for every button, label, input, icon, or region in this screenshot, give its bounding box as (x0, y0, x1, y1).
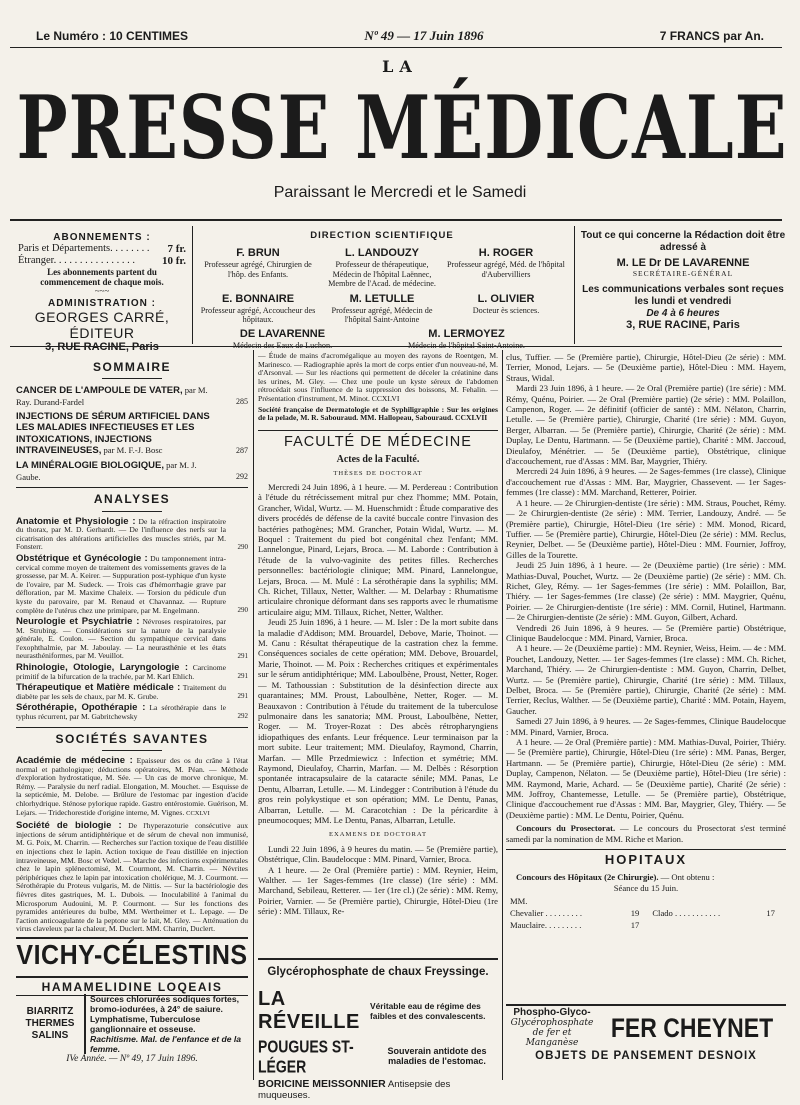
pougues-ad (258, 1036, 498, 1076)
sommaire-item-page: 285 (236, 397, 248, 406)
societe-dermatologie: Société française de Dermatologie et de Syphiligraphie : Sur les origines de la pelade, M. R. Sabouraud. MM. Hallopeau, Sabouraud. CCXLVII (258, 404, 498, 423)
redaction-hours: De 4 à 6 heures (646, 308, 720, 319)
examens-paragraph: clus, Tuffier. — 5e (Première partie), Chirurgie, Hôtel-Dieu (2e série) : MM. Terrier, Monod, Lejars. — 5e (Deuxième partie), Hôtel-Dieu : MM. Hayem, Straus, Widal. (506, 352, 786, 383)
examens-paragraph: Mardi 23 Juin 1896, à 1 heure. — 2e Oral (Première partie) (1re série) : MM. Rémy, Quénu, Poirier. — 2e Oral (Première partie) (2e série) : MM. Polaillon, Campenon, Roger. — 2e définitif (officier de santé) : MM. Nélaton, Charrin, Letulle. — 5e (Première partie), Chirurgie, Charité (1re série) : MM. Guyon, Berger, Albarran. — 5e (Première partie), Chirurgie, Charité (2e série) : MM. Duplay, Le Dentu, Hartmann. — 5e (Deuxième partie), Charité : MM. Jaccoud, Dieulafoy, Ménétrier. — 5e (Deuxième partie), Obstétrique, clinique d'accouchement, rue d'Assas : MM. Bar, Maygrier, Thiéry. (506, 383, 786, 467)
director-name: M. LERMOYEZ (428, 327, 505, 340)
director-entry (322, 247, 442, 289)
issue-label: Nº 49 — 17 Juin 1896 (364, 28, 484, 43)
table-cell (650, 896, 762, 906)
column-middle (258, 352, 498, 917)
analyses-item (16, 704, 248, 721)
sommaire-item-author: par M. J. Gaube. (16, 459, 197, 482)
table-cell: 17 (630, 920, 640, 931)
direction-head: DIRECTION SCIENTIFIQUE (310, 230, 454, 241)
vichy-ad: VICHY-CÉLESTINS (16, 939, 248, 971)
analyses-item-title: Sérothérapie, Opothérapie : (16, 702, 146, 714)
hamamelidine-ad: HAMAMELIDINE LOQEAIS (16, 976, 248, 996)
hopitaux-concours-title: Concours des Hôpitaux (2e Chirurgie). (516, 871, 659, 882)
examens-title: EXAMENS DE DOCTORAT (328, 831, 427, 839)
pougues-name: POUGUES ST-LÉGER (258, 1036, 354, 1076)
section-rule (258, 430, 498, 431)
separator-ornament: ~~~ (94, 286, 110, 296)
section-rule (16, 727, 248, 728)
biarritz-desc-line: Rachitisme. Mal. de l'enfance et de la femme. (90, 1034, 242, 1054)
analyses-item (16, 664, 248, 681)
cheynet-desc (506, 1008, 598, 1048)
table-cell: MM. (510, 896, 528, 907)
section-rule (16, 487, 248, 488)
sommaire-item-title: INJECTIONS DE SÉRUM ARTIFICIEL DANS LES MALADIES INFECTIEUSES ET LES INTOXICATIONS, INJECTIONS INTRAVEINEUSES, (16, 410, 210, 457)
analyses-item-title: Obstétrique et Gynécologie : (16, 552, 148, 564)
table-row (508, 920, 784, 930)
reveille-desc: Véritable eau de régime des faibles et des convalescents. (370, 1001, 486, 1021)
table-cell (764, 920, 784, 930)
sommaire-item (16, 411, 248, 457)
director-title: Médecin des Eaux de Luchon. (232, 340, 333, 350)
societe-item-text: De l'hyperazoturie consécutive aux injections de sérum antidiphtérique et de sérum de cheval non immunisé, M. G. Poix, M. Charrin. — Recherches sur l'action toxique de l'eau distillée en injections chez le lapin. Action toxique de l'eau distillée en injection intraveineuse, MM. Bosc et Vedel. — Marche des infections expérimentales chez le lapin splénectomisé, M. Courmont, M. Charrin. — Névrites périphériques chez le lapin par intoxication cholérique, M. J. Courmont. — Sérothérapie du Proteus vulgaris, M. de Nittis. — Sur la bactériologie des fièvres dites gastriques, M. L. Dubois. — Inoculabilité à l'animal du Microsporum Audouini, M. P. Courmont. — Sur les fonctions des pyramides antérieures du bulbe, MM. Wertheimer et L. Lepage. — De l'action anticoagulante de la peptone sur le lait, M. Gley. — Atténuation du virus claveleux par la chaleur, M. Duclert. MM. Charrin, Duclert. (16, 821, 249, 934)
director-entry (198, 247, 318, 289)
cheynet-desc-line: Phospho-Glyco- (513, 1007, 591, 1018)
analyses-item-text: Carcinome primitif de la bifurcation de la trachée, par M. Karl Ehlich. (16, 663, 227, 681)
director-title: Professeur agrégé, Accoucheur des hôpitaux. (200, 305, 316, 324)
societe-item (16, 757, 248, 818)
prosectorat-title: Concours du Prosectorat. (516, 823, 616, 834)
societe-item (16, 822, 248, 934)
hopitaux-table (506, 894, 786, 932)
table-cell: Chevalier . . . . . . . . . (510, 908, 583, 919)
subscription-row (18, 255, 186, 267)
ad-rule (506, 1004, 786, 1006)
header-rule (10, 219, 782, 221)
sommaire-item-author: par M. F.-J. Bosc (101, 445, 163, 456)
director-title: Professeur agrégé, Méd. de l'hôpital d'Aubervilliers (447, 260, 565, 279)
direction-grid (198, 247, 566, 289)
desnoix-ad: OBJETS DE PANSEMENT DESNOIX (535, 1050, 757, 1062)
theses-title: THÈSES DE DOCTORAT (333, 469, 423, 477)
examens-paragraph: Samedi 27 Juin 1896, à 9 heures. — 2e Sages-femmes, Clinique Baudelocque : MM. Pinard, Varnier, Broca. (506, 716, 786, 737)
director-name: E. BONNAIRE (221, 292, 295, 305)
header-bottom-rule (10, 346, 782, 347)
redaction-hours-note: Les communications verbales sont reçues les lundi et vendredi (582, 284, 784, 307)
societe-item-title: Académie de médecine : (16, 755, 133, 767)
director-entry (446, 247, 566, 289)
analyses-title: ANALYSES (93, 492, 171, 507)
sommaire-item-title: LA MINÉRALOGIE BIOLOGIQUE, (16, 459, 164, 471)
analyses-item-title: Anatomie et Physiologie : (16, 515, 136, 527)
table-row (508, 908, 784, 918)
subscription-row-label: Paris et Départements. . . . . . . . (18, 243, 150, 254)
societe-item-text: Epaisseur des os du crâne à l'état normal et pathologique; déductions opératoires, M. Péan. — Méthode d'exploration hydrostatique, M. Sée. — Un cas de morve chronique, M. Rémy. — Paralysie du nerf radial. Elongation, M. Mouchet. — Esquisse de la septicémie, M. Delobe. — Brûlure de l'estomac par ingestion d'acide chlorhydrique. Sténose pylorique rapide. Gastro entérostomie. Guérison, M. Lejars. — Tridechorestide d'origine interne, M. Vignes. (16, 756, 248, 817)
examens-paragraph: Vendredi 26 Juin 1896, à 9 heures. — 5e (Première partie) Obstétrique, Clinique Baudelocque : MM. Pinard, Varnier, Broca. (506, 622, 786, 643)
faculte-paragraph: Mercredi 24 Juin 1896, à 1 heure. — M. Perdereau : Contribution à l'étude du rétrécissement mitral pur chez l'homme; MM. Potain, Grancher, Widal, Wurtz. — M. Huenschmidt : Étude comparative des divers procédés de défense de la cavité buccale contre l'invasion des bactéries pathogènes; MM. Grancher, Potain Widal, Wurtz. — M. Boquel : Traitement du pied bot congénital chez l'enfant; MM. Lannelongue, Pinard, Lejars, Broca. — M. Laborde : Contribution à l'étude de la vulvo-vaginite des petites filles. Recherches personnelles: bactériologie clinique; MM. Pinard, Lannelongue, Lejars, Broca. — M. Mulé : La sérothérapie dans la syphilis; MM. Ch. Richet, Tillaux, Netter, Walther. — M. Delarbay : Rhumatisme articulaire chronique déformant dans ses rapports avec le rhumatisme articulaire aigu; MM. Tillaux, Richet, Netter, Walther. (258, 481, 498, 617)
examens-paragraph: Mercredi 24 Juin 1896, à 9 heures. — 2e Sages-femmes (1re classe), Clinique d'accouchement rue d'Assas : MM. Bar, Maygrier, Chassevent. — 1er Sages-femmes (1re classe) : MM. Marchand, Retterer, Poirier. (506, 466, 786, 498)
analyses-item-text: Du tamponnement intra-cervical comme moyen de traitement des vomissements graves de la grossesse, par M. A. Keirer. — Suppuration post-typhique d'un kyste de l'ovaire, par M. Sudeck. — Trois cas d'hémorrhagie grave par défloration, par M. Maxime Chaleix. — Torsion du pédicule d'un kyste du parovaire, par M. Renaud et Chavannaz. — Rupture complète de l'utérus chez une primipare, par M. Engelmann. (16, 553, 226, 615)
sommaire-item-page: 287 (236, 446, 248, 456)
director-entry (322, 293, 442, 325)
reveille-ad (258, 988, 498, 1034)
analyses-item-page: 290 (237, 605, 248, 614)
director-title: Professeur agrégé, Chirurgien de l'hôp. des Enfants. (204, 260, 312, 279)
column-divider (502, 350, 503, 1080)
pougues-desc: Souverain antidote des maladies de l'estomac. (387, 1045, 487, 1066)
analyses-item (16, 515, 248, 552)
director-entry (446, 293, 566, 325)
examens-paragraph: A 1 heure. — 2e (Deuxième partie) : MM. Reynier, Weiss, Heim. — 4e : MM. Pouchet, Landouzy, Netter. — 1er Sages-femmes (1re classe) : MM. Ch. Richet, Marchand, Thiéry. — 2e Chirurgien-dentiste : MM. Guyon, Charrin, Delbet, Wurtz. — 5e (Première partie), Chirurgie, Charité (1re série) : MM. Tillaux, Delbet, Broca. — 5e (Première partie), Chirurgie, Charité (2e série) : MM. Terrier, Reclus, Walther. — 5e (Deuxième partie), Charité : MM. Potain, Hayem, Gaucher. (506, 643, 786, 716)
sommaire-item-title: CANCER DE L'AMPOULE DE VATER, (16, 385, 183, 397)
masthead-la: LA (382, 57, 418, 76)
director-title: Professeur de thérapeutique, Médecin de l'hôpital Laënnec, Membre de l'Acad. de médecine. (328, 260, 436, 288)
table-cell (650, 920, 762, 930)
subscription-row-price: 10 fr. (161, 255, 186, 267)
tagline: Paraissant le Mercredi et le Samedi (273, 184, 527, 201)
hopitaux-title: HOPITAUX (604, 852, 688, 868)
biarritz-desc-line: Sources chlorurées sodiques fortes, bromo-iodurées, à 24° de saiure. (90, 994, 240, 1014)
column-left (16, 358, 248, 938)
director-title: Professeur agrégé, Médecin de l'hôpital Saint-Antoine (331, 305, 433, 324)
prosectorat-text: — Le concours du Prosectorat s'est terminé samedi par la nomination de MM. Riche et Marion. (506, 823, 786, 844)
glycerophosphate-ad: Glycérophosphate de chaux Freyssinge. (267, 966, 489, 978)
subscription-label: 7 FRANCS par An. (659, 29, 764, 43)
subscription-note: Les abonnements partent du commencement de chaque mois. (40, 267, 164, 287)
biarritz-desc-line: Lymphatisme, Tuberculose ganglionnaire et osseuse. (90, 1014, 201, 1034)
middle-ads (258, 966, 498, 1101)
analyses-item-title: Neurologie et Psychiatrie : (16, 616, 140, 628)
redaction-role: SECRÉTAIRE-GÉNÉRAL (632, 269, 734, 278)
divider (574, 226, 575, 344)
admin-address: 3, RUE RACINE, Paris (45, 341, 159, 353)
issue-footer: IVe Année. — Nº 49, 17 Juin 1896. (66, 1054, 198, 1064)
biarritz-name: BIARRITZ THERMES SALINS (25, 1006, 75, 1041)
redaction-block (580, 230, 786, 331)
section-rule (102, 511, 162, 512)
hopitaux-seance: Séance du 15 Juin. (613, 882, 679, 893)
table-cell (764, 896, 784, 906)
societe-continued: — Étude de mains d'acromégalique au moyen des rayons de Roentgen, M. Marinesco. — Radiographie après la mort de corps entier d'un nouveau-né, M. d'Arsonval. — Sur les réactions qui permettent de déceler la créatinine dans les urines, M. Gley. — Chez une poule un kyste séreux de l'abdomen rétrocédait sous l'influence de la suppression des boissons, M. Fehalin. — Présentation d'instrument, M. Minot. CCXLVI (258, 351, 498, 403)
director-title: Docteur ès sciences. (472, 305, 540, 315)
boricine-ad (258, 1078, 498, 1101)
divider (192, 226, 193, 344)
section-rule (102, 378, 162, 379)
direction-block (198, 230, 566, 350)
societe-item-title: Société de biologie : (16, 820, 122, 832)
column-right (506, 352, 786, 932)
analyses-item-title: Rhinologie, Otologie, Laryngologie : (16, 662, 188, 674)
director-entry (198, 293, 318, 325)
ad-rule (258, 958, 498, 960)
subscriptions-head: ABONNEMENTS : (53, 232, 151, 243)
director-name: M. LETULLE (349, 292, 415, 305)
subscription-row (18, 243, 186, 255)
table-cell: Clado . . . . . . . . . . . (652, 908, 721, 919)
societes-title: SOCIÉTÉS SAVANTES (55, 731, 209, 746)
table-cell: 19 (630, 908, 640, 919)
director-name: DE LAVARENNE (239, 327, 326, 340)
analyses-item-page: 292 (237, 712, 248, 721)
biarritz-ad (16, 994, 248, 1054)
reveille-name: LA RÉVEILLE (258, 988, 360, 1033)
analyses-item-page: 290 (237, 542, 248, 551)
subscription-row-price: 7 fr. (167, 243, 186, 255)
direction-grid (198, 293, 566, 325)
top-rule (10, 47, 782, 48)
section-rule (506, 849, 786, 850)
sommaire-item-author: par M. Ray. Durand-Fardel (16, 385, 208, 407)
analyses-item (16, 684, 248, 701)
examens-paragraph: A 1 heure. — 2e Oral (Première partie) : MM. Mathias-Duval, Poirier, Thiéry. — 5e (Première partie), Chirurgie, Hôtel-Dieu (1re série) : MM. Panas, Berger, Hartmann. — 5e (Première partie), Chirurgie, Hôtel-Dieu (2e série) : MM. Duplay, Campenon, Nélaton. — 5e (Deuxième partie), Hôtel-Dieu (1re série) : MM. Raymond, Marie, Achard. — 5e (Deuxième partie), Charité (2e série) : MM. Joffroy, Chantemesse, Letulle. — 5e (Première partie), Obstétrique, Clinique d'accouchement rue d'Assas : MM. Bar, Maygrier, Gley, Thiéry. — 5e (Deuxième partie) : MM. Le Dentu, Poirier, Quénu. (506, 737, 786, 820)
analyses-item-text: La sérothérapie dans le typhus récurrent, par M. Gabritchewsky (16, 703, 226, 722)
redaction-line: Tout ce qui concerne la Rédaction doit être adressé à (580, 230, 786, 253)
examens-paragraph: A 1 heure. — 2e Chirurgien-dentiste (1re série) : MM. Straus, Pouchet, Rémy. — 2e Chirurgien-dentiste (2e série) : MM. Terrier, Landouzy, André. — 5e (Première partie), Chirurgie, Hôtel-Dieu (1re série) : MM. Monod, Ricard, Tuffier. — 5e (Première partie), Chirurgie, Hôtel-Dieu (2e série) : MM. Reclus, Reynier, Delbet. — 5e (Deuxième partie), Hôtel-Dieu : MM. Fournier, Joffroy, Gilles de la Tourette. (506, 497, 786, 560)
redaction-name: M. LE Dr DE LAVARENNE (616, 257, 750, 269)
sommaire-item-page: 292 (236, 471, 248, 481)
sommaire-title: SOMMAIRE (93, 360, 171, 374)
director-name: H. ROGER (478, 247, 534, 259)
table-cell: Mauclaire. . . . . . . . . (510, 920, 582, 931)
analyses-item-page: 291 (237, 651, 248, 660)
hopitaux-concours-text: — Ont obtenu : (658, 871, 715, 882)
price-label: Le Numéro : 10 CENTIMES (36, 29, 189, 43)
hopitaux-paragraph (506, 872, 786, 882)
table-cell (629, 896, 649, 906)
faculte-subtitle: Actes de la Faculté. (336, 454, 420, 466)
cheynet-name: FER CHEYNET (610, 1012, 774, 1043)
analyses-item-text: De la réfraction inspiratoire du thorax, par M. D. Gerhardt. — De l'influence des nerfs sur la cicatrisation des altérations artificielles des muscles striés, par M. Fonsterr. (16, 516, 226, 552)
cheynet-ad (506, 1007, 786, 1048)
table-cell: 17 (766, 908, 775, 919)
examens-paragraph: Jeudi 25 Juin 1896, à 1 heure. — 2e (Deuxième partie) (1re série) : MM. Mathias-Duval, Pouchet, Wurtz. — 2e (Deuxième partie) (2e série) : MM. Ch. Richet, Gley, Rémy. — 1er Sages-femmes (1re série) : MM. Polaillon, Bar, Thiéry. — 1er Sages-femmes (1re classe) (2e série) : MM. Maygrier, Quénu, Poirier. — 2e Chirurgien-dentiste (1re série) : MM. Cornil, Hutinel, Hartmann. — 2e Chirurgien-dentiste (2e série) : MM. Guyon, Gilbert, Achard. (506, 560, 786, 623)
director-title: Médecin de l'hôpital Saint-Antoine. (408, 340, 525, 350)
director-name: L. OLIVIER (477, 292, 535, 305)
sommaire-item (16, 460, 248, 482)
analyses-item (16, 552, 248, 615)
table-row (508, 896, 784, 906)
masthead-title: PRESSE MÉDICALE (16, 77, 788, 180)
boricine-name: BORICINE MEISSONNIER (258, 1078, 386, 1090)
societe-item-page: CCXLVI (186, 809, 210, 817)
subscription-row-label: Étranger. . . . . . . . . . . . . . . . (18, 255, 135, 266)
examens-paragraph: Lundi 22 Juin 1896, à 9 heures du matin. — 5e (Première partie), Obstétrique, Clin. Baudelocque : MM. Pinard, Varnier, Broca. (258, 843, 498, 865)
analyses-item (16, 618, 248, 661)
analyses-item-text: Traitement du diabète par les sels de chaux, par M. K. Grube. (16, 683, 226, 701)
column-divider (253, 350, 254, 1080)
analyses-item-title: Thérapeutique et Matière médicale : (16, 682, 181, 694)
redaction-address: 3, RUE RACINE, Paris (626, 319, 740, 331)
faculte-title: FACULTÉ DE MÉDECINE (284, 433, 472, 450)
editor-name: GEORGES CARRÉ, ÉDITEUR (34, 309, 170, 341)
boricine-desc: Antisepsie des muqueuses. (258, 1079, 451, 1101)
admin-head: ADMINISTRATION : (47, 298, 157, 309)
section-rule (102, 750, 162, 751)
top-line (36, 28, 764, 44)
subscriptions-block (18, 232, 186, 353)
cheynet-desc-line: Glycérophosphate de fer et Manganèse (510, 1018, 594, 1048)
biarritz-desc (84, 994, 248, 1054)
analyses-item-text: Névroses respiratoires, par M. Strubing. — Considérations sur la nature de la paralysie générale, E. Coulon. — Section du sympathique cervical dans l'exophthalmie, par M. Jaboulay. — La neurasthénie et les états neurasthéniformes, par M. Veuillot. (16, 617, 226, 661)
director-name: F. BRUN (236, 247, 280, 259)
examens-paragraph: A 1 heure. — 2e Oral (Première partie) : MM. Reynier, Heim, Walther. — 1er Sages-femmes (1re classe) (1re série) : MM. Marchand, Sebileau, Retterer. — 1er (1re cl.) (2e série) : MM. Remy, Poirier, Varnier. — 5e (Première partie), Chirurgie, Hôtel-Dieu (1re série) : MM. Tillaux, Re- (258, 864, 498, 917)
analyses-item-page: 291 (237, 692, 248, 701)
faculte-paragraph: Jeudi 25 Juin 1896, à 1 heure. — M. Isler : De la mort subite dans la maladie d'Addison; MM. Brouardel, Debove, Marie, Thoinot. — M. Canu : Résultat thérapeutique de la castration chez la femme. Conséquences sociales de cette opération; MM. Debove, Brouardel, Marie, Thoinot. — M. Poix : Recherches critiques et expérimentales sur le sérum antidiphtérique; MM. Laboulbène, Proust, Netter, Roger. — M. Tathoussian : Substitution de la désinfection directe aux quarantaines; MM. Proust, Laboulbène, Netter, Roger. — M. Beauxavon : Contribution à l'étude du traitement de la tuberculose pulmonaire dans les sanatoria; MM. Proust, Laboulbène, Netter, Roger. — M. Troyer-Rozat : Des abcès rétropharyngiens idiopathiques des enfants. Leur fréquence. Leur terminaison par la mort subite. Leur traitement; MM. Dieulafoy, Raymond, Charrin, Marfan. — Mlle Przedmiewicz : Infection et symétrie; MM. Raymond, Dieulafoy, Charrin, Marfan. — M. Delbès : Résorption spontanée intracapsulaire de la cataracte sénile; MM. Panas, Le Dentu, Albarran, Letulle. — M. Lindegger : Contribution à l'étude du gros rein polykystique et son opération; MM. Le Dentu, Panas, Albarran, Letulle. — M. Caracotchian : De la péricardite à pneumocoques; MM. Le Dentu, Panas, Albarran, Letulle. (258, 617, 498, 825)
director-name: L. LANDOUZY (345, 247, 419, 259)
analyses-item-page: 291 (237, 671, 248, 680)
prosectorat-paragraph (506, 823, 786, 844)
sommaire-item (16, 385, 248, 407)
